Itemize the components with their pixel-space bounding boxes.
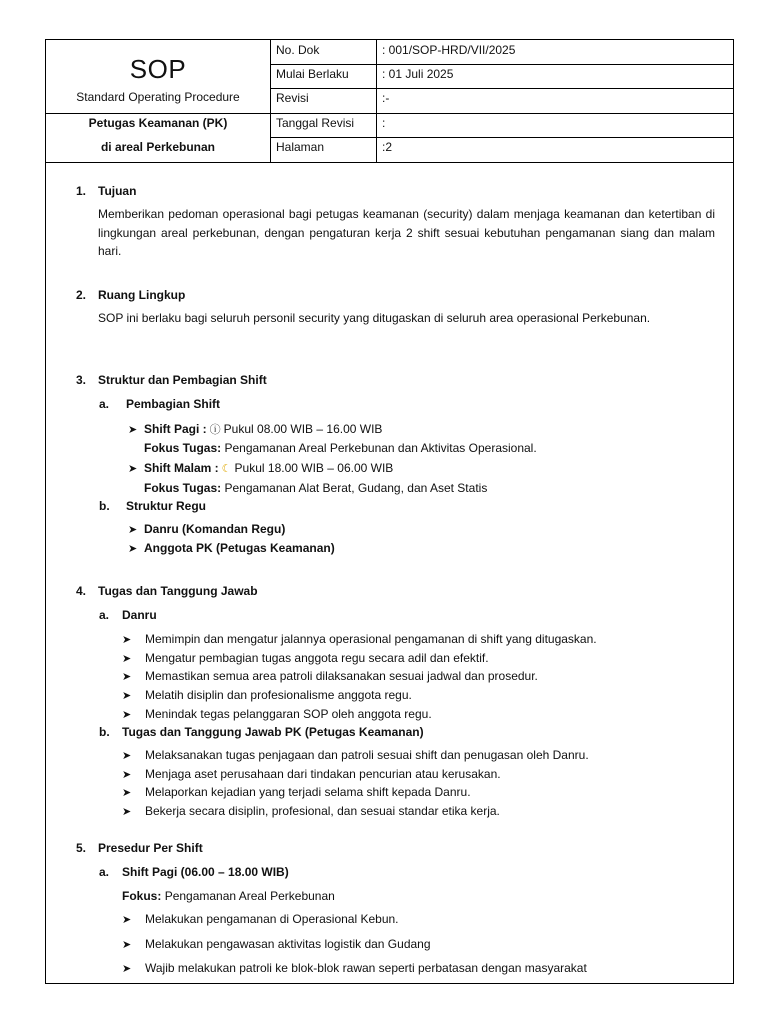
effective-date-value: : 01 Juli 2025 <box>382 67 454 81</box>
moon-icon: ☾ <box>221 463 232 475</box>
shift-pagi-fokus <box>144 440 537 456</box>
arrow-bullet-icon: ➤ <box>122 671 132 683</box>
pk-duty: Menjaga aset perusahaan dari tindakan pencurian atau kerusakan. <box>145 767 501 781</box>
procedure-item: Melakukan pengamanan di Operasional Kebun. <box>145 912 399 926</box>
subsection-title-danru: Danru <box>122 608 157 622</box>
shift-malam-time: Pukul 18.00 WIB – 06.00 WIB <box>234 461 394 475</box>
arrow-bullet-icon: ➤ <box>122 653 132 665</box>
clock-icon: ⓘ <box>209 424 221 436</box>
pk-duty: Melaksanakan tugas penjagaan dan patroli sesuai shift dan penugasan oleh Danru. <box>145 748 589 762</box>
section-number: 4. <box>76 584 87 598</box>
procedure-item: Melakukan pengawasan aktivitas logistik dan Gudang <box>145 937 431 951</box>
regu-item: Anggota PK (Petugas Keamanan) <box>144 541 335 555</box>
divider <box>270 40 271 163</box>
arrow-bullet-icon: ➤ <box>122 939 132 951</box>
subsection-letter: a. <box>99 608 110 622</box>
list-item <box>122 706 432 723</box>
pk-duty: Bekerja secara disiplin, profesional, dan sesuai standar etika kerja. <box>145 804 500 818</box>
list-item <box>128 540 335 557</box>
section-title-tugas: Tugas dan Tanggung Jawab <box>98 584 258 598</box>
arrow-bullet-icon: ➤ <box>122 634 132 646</box>
divider <box>46 113 270 114</box>
arrow-bullet-icon: ➤ <box>128 524 138 536</box>
arrow-bullet-icon: ➤ <box>122 914 132 926</box>
shift-pagi-time: Pukul 08.00 WIB – 16.00 WIB <box>223 422 383 436</box>
section-title-ruang-lingkup: Ruang Lingkup <box>98 288 186 302</box>
subsection-letter: b. <box>99 725 110 739</box>
fokus-text: Pengamanan Alat Berat, Gudang, dan Aset Statis <box>224 481 488 495</box>
divider <box>270 113 733 114</box>
subsection-title-struktur-regu: Struktur Regu <box>126 499 207 513</box>
header-table <box>46 40 733 163</box>
fokus-label: Fokus Tugas: <box>144 441 222 455</box>
subsection-letter: a. <box>99 397 110 411</box>
list-item <box>122 747 589 764</box>
list-item <box>122 631 597 648</box>
shift-pagi-line <box>128 421 382 438</box>
list-item <box>122 687 412 704</box>
arrow-bullet-icon: ➤ <box>128 424 138 436</box>
sop-subtitle: Standard Operating Procedure <box>76 90 240 104</box>
list-item <box>122 766 501 783</box>
subsection-title-tugas-pk: Tugas dan Tanggung Jawab PK (Petugas Keamanan) <box>122 725 424 739</box>
ruang-lingkup-paragraph: SOP ini berlaku bagi seluruh personil security yang ditugaskan di seluruh area operasional Perkebunan. <box>98 311 651 325</box>
section-number: 3. <box>76 373 87 387</box>
subsection-letter: a. <box>99 865 110 879</box>
unit-title-line2: di areal Perkebunan <box>100 140 216 154</box>
section-title-tujuan: Tujuan <box>98 184 137 198</box>
arrow-bullet-icon: ➤ <box>122 963 132 975</box>
revision-value: :- <box>382 91 390 105</box>
list-item <box>128 521 285 538</box>
page-label: Halaman <box>276 140 325 154</box>
procedure-item: Wajib melakukan patroli ke blok-blok rawan seperti perbatasan dengan masyarakat <box>145 961 587 975</box>
revision-date-value: : <box>382 116 386 130</box>
shift-malam-fokus <box>144 480 487 496</box>
danru-duty: Menindak tegas pelanggaran SOP oleh anggota regu. <box>145 707 432 721</box>
arrow-bullet-icon: ➤ <box>122 690 132 702</box>
arrow-bullet-icon: ➤ <box>122 806 132 818</box>
section-title-prosedur: Presedur Per Shift <box>98 841 203 855</box>
danru-duty: Mengatur pembagian tugas anggota regu secara adil dan efektif. <box>145 651 489 665</box>
subsection-title-shift-pagi: Shift Pagi (06.00 – 18.00 WIB) <box>122 865 289 879</box>
danru-duty: Memimpin dan mengatur jalannya operasional pengamanan di shift yang ditugaskan. <box>145 632 597 646</box>
arrow-bullet-icon: ➤ <box>122 787 132 799</box>
sop-title: SOP <box>129 54 187 84</box>
shift-pagi-fokus <box>122 888 335 904</box>
list-item <box>122 911 399 928</box>
shift-malam-label: Shift Malam : <box>144 461 219 475</box>
effective-date-label: Mulai Berlaku <box>276 67 349 81</box>
revision-date-label: Tanggal Revisi <box>276 116 355 130</box>
divider <box>270 64 733 65</box>
fokus-text: Pengamanan Areal Perkebunan <box>164 889 335 903</box>
section-number: 1. <box>76 184 87 198</box>
list-item <box>122 803 500 820</box>
section-title-struktur: Struktur dan Pembagian Shift <box>98 373 267 387</box>
arrow-bullet-icon: ➤ <box>122 750 132 762</box>
shift-malam-line <box>128 460 393 477</box>
doc-number-label: No. Dok <box>276 43 320 57</box>
list-item <box>122 650 489 667</box>
divider <box>270 88 733 89</box>
divider <box>270 137 733 138</box>
list-item <box>122 960 587 977</box>
subsection-title-pembagian-shift: Pembagian Shift <box>126 397 221 411</box>
arrow-bullet-icon: ➤ <box>122 709 132 721</box>
arrow-bullet-icon: ➤ <box>128 543 138 555</box>
document-page <box>45 39 734 984</box>
section-number: 2. <box>76 288 87 302</box>
list-item <box>122 936 431 953</box>
page-value: :2 <box>382 140 393 154</box>
tujuan-paragraph: Memberikan pedoman operasional bagi petugas keamanan (security) dalam menjaga keamanan dan ketertiban di lingkungan areal perkebunan, dengan pengaturan kerja 2 shift sesuai kebutuhan pengamanan siang dan malam hari. <box>98 207 715 258</box>
danru-duty: Melatih disiplin dan profesionalisme anggota regu. <box>145 688 412 702</box>
danru-duty: Memastikan semua area patroli dilaksanakan sesuai jadwal dan prosedur. <box>145 669 538 683</box>
section-number: 5. <box>76 841 87 855</box>
pk-duty: Melaporkan kejadian yang terjadi selama shift kepada Danru. <box>145 785 471 799</box>
fokus-label: Fokus Tugas: <box>144 481 222 495</box>
list-item <box>122 668 538 685</box>
unit-title-line1: Petugas Keamanan (PK) <box>88 116 228 130</box>
fokus-text: Pengamanan Areal Perkebunan dan Aktivitas Operasional. <box>224 441 537 455</box>
subsection-letter: b. <box>99 499 110 513</box>
arrow-bullet-icon: ➤ <box>122 769 132 781</box>
fokus-label: Fokus: <box>122 889 162 903</box>
shift-pagi-label: Shift Pagi : <box>144 422 207 436</box>
arrow-bullet-icon: ➤ <box>128 463 138 475</box>
revision-label: Revisi <box>276 91 309 105</box>
divider <box>376 40 377 163</box>
list-item <box>122 784 471 801</box>
regu-item: Danru (Komandan Regu) <box>144 522 286 536</box>
doc-number-value: : 001/SOP-HRD/VII/2025 <box>382 43 516 57</box>
